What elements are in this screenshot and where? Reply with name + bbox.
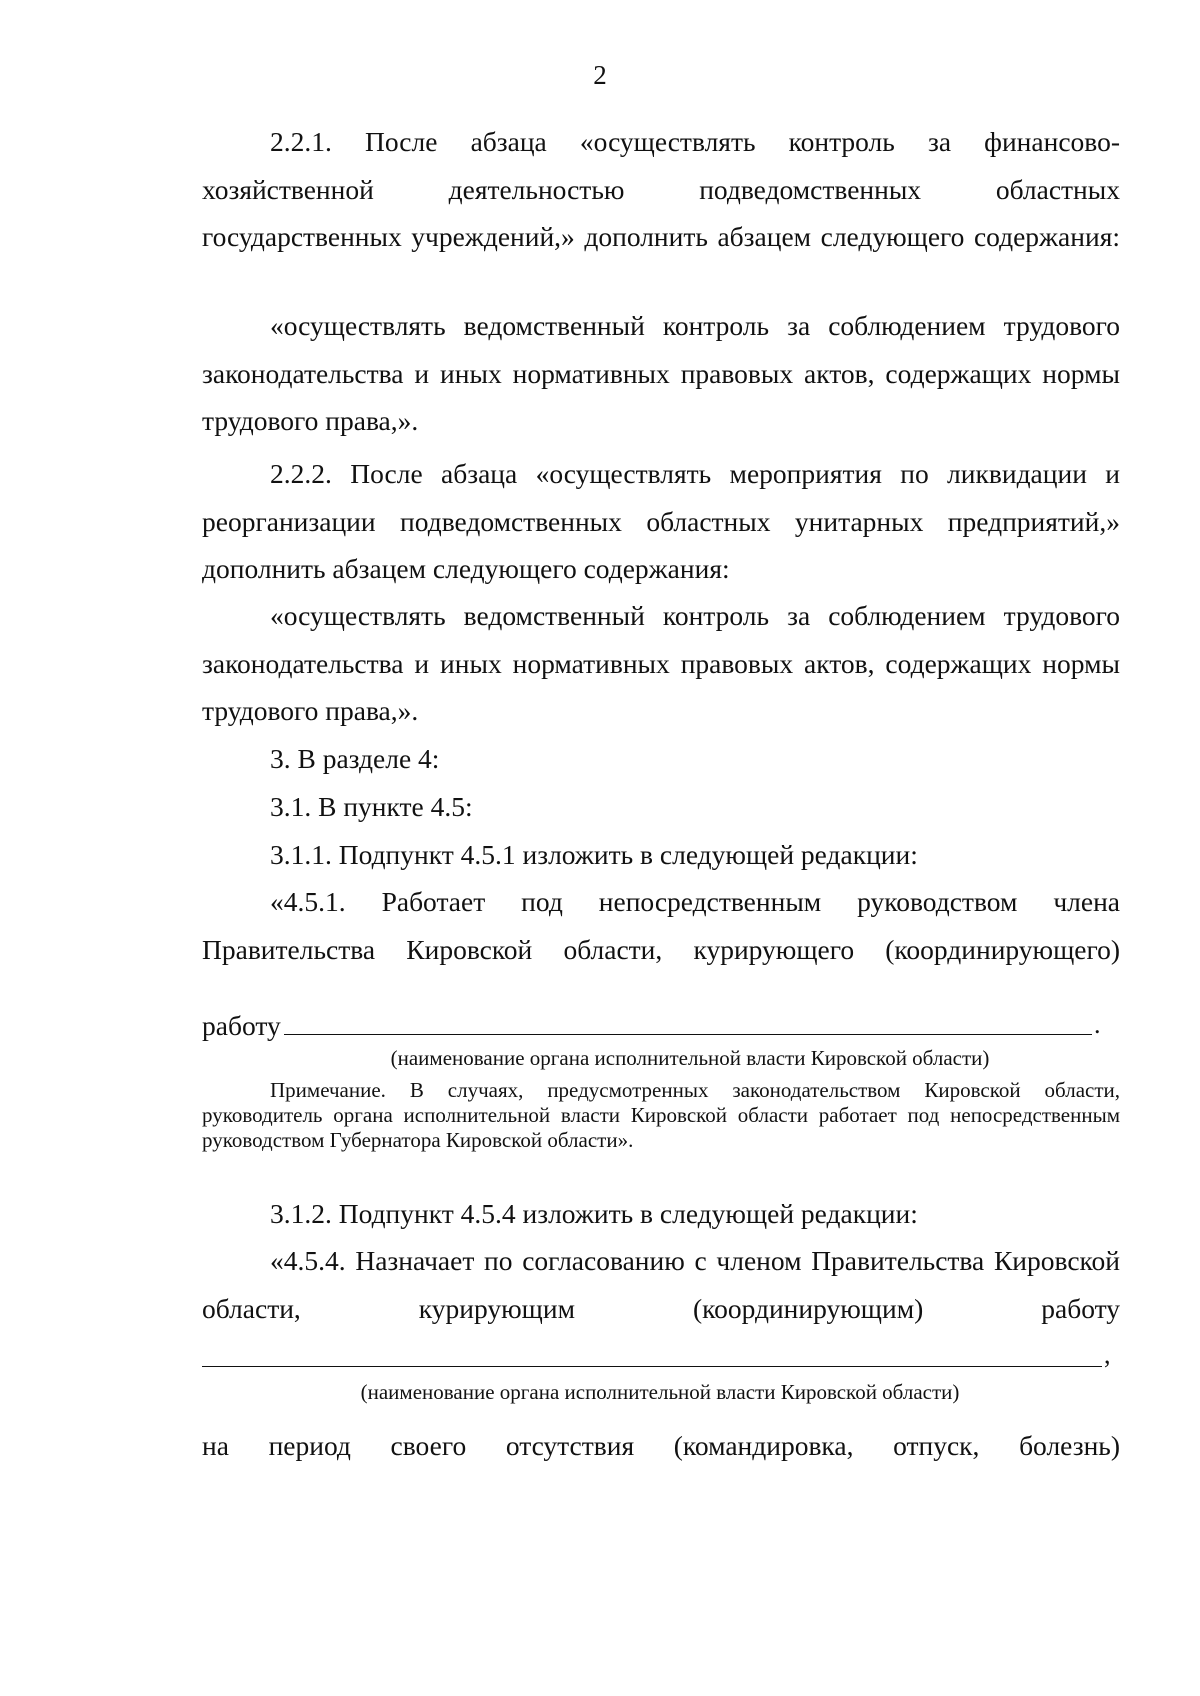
paragraph-quote-labour-control-1: «осуществлять ведомственный контроль за соблюдением трудового законодательства и иных нормативных правовых актов, содержащих нормы трудового права,». [202,310,1120,436]
paragraph-4-5-4: «4.5.4. Назначает по согласованию с членом Правительства Кировской области, курирующим (координирующим) работу [202,1245,1120,1324]
note-paragraph: Примечание. В случаях, предусмотренных законодательством Кировской области, руководитель органа исполнительной власти Кировской области работает под непосредственным руководством Губернатора Кировской области». [202,1078,1120,1152]
paragraph-quote-labour-control-2: «осуществлять ведомственный контроль за соблюдением трудового законодательства и иных нормативных правовых актов, содержащих нормы трудового права,». [202,600,1120,726]
blank-line-authority-name-2 [202,1366,1102,1367]
blank-line-authority-name-1 [284,1034,1092,1035]
page-number: 2 [593,60,607,90]
caption-authority-name-2: (наименование органа исполнительной власти Кировской области) [360,1380,960,1404]
paragraph-4-5-1: «4.5.1. Работает под непосредственным руководством члена Правительства Кировской области, курирующего (координирующего) [202,886,1120,965]
paragraph-3-1-2: 3.1.2. Подпункт 4.5.4 изложить в следующей редакции: [270,1198,918,1229]
paragraph-3-1: 3.1. В пункте 4.5: [270,791,473,822]
caption-authority-name-1: (наименование органа исполнительной власти Кировской области) [390,1046,990,1070]
paragraph-section-3: 3. В разделе 4: [270,743,440,774]
paragraph-2-2-2: 2.2.2. После абзаца «осуществлять мероприятия по ликвидации и реорганизации подведомственных областных унитарных предприятий,» дополнить абзацем следующего содержания: [202,458,1120,584]
paragraph-3-1-1: 3.1.1. Подпункт 4.5.1 изложить в следующей редакции: [270,839,918,870]
blank-line-end-comma: , [1104,1340,1111,1369]
paragraph-4-5-1-end: работу [202,1010,281,1041]
paragraph-absence-period: на период своего отсутствия (командировка, отпуск, болезнь) [202,1430,1120,1461]
paragraph-2-2-1: 2.2.1. После абзаца «осуществлять контроль за финансово-хозяйственной деятельностью подведомственных областных государственных учреждений,» дополнить абзацем следующего содержания: [202,126,1120,252]
blank-line-end-dot: . [1094,1010,1101,1039]
